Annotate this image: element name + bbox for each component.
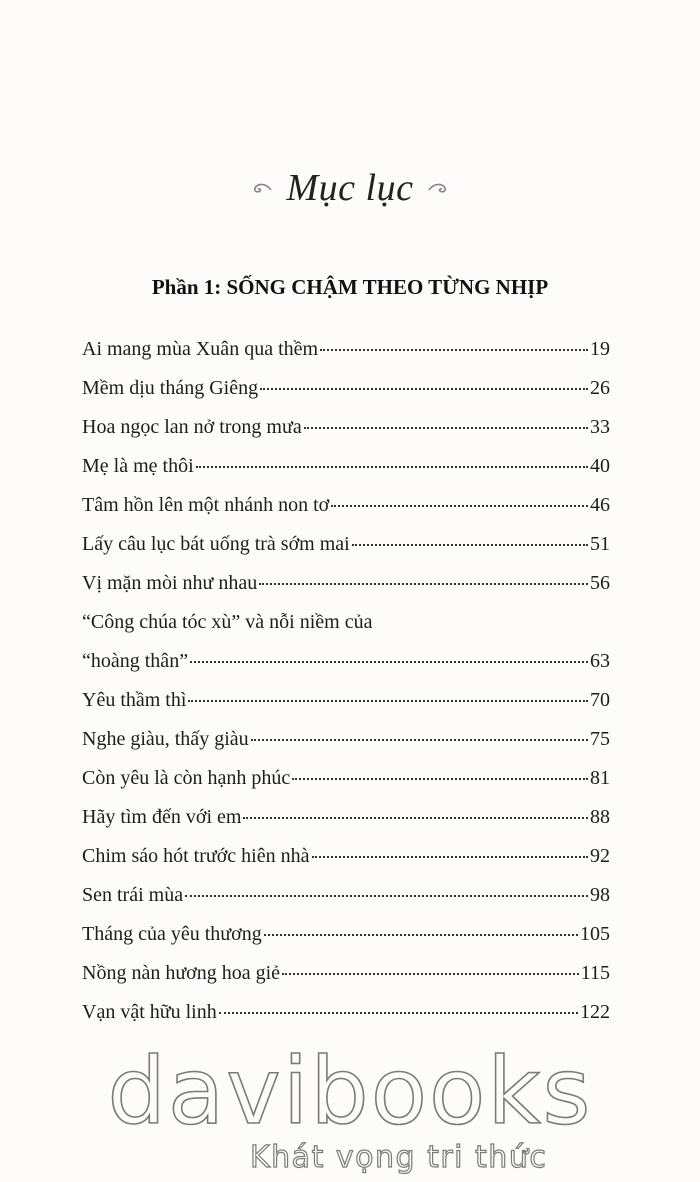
toc-entry [82,494,610,533]
watermark-brand: davibooks [107,1038,593,1145]
toc-entry-title: Vị mặn mòi như nhau [82,572,258,594]
toc-entry [82,962,610,1001]
toc-entry-page: 75 [590,728,610,750]
toc-entry [82,1001,610,1040]
toc-entry-page: 33 [590,416,610,438]
toc-entry-title: Mềm dịu tháng Giêng [82,377,259,399]
toc-entry [82,845,610,884]
toc-entry [82,611,610,650]
dot-leader [196,465,588,468]
left-ornament-icon [251,181,273,195]
toc-entry-page: 26 [590,377,610,399]
toc-entry-title: Hãy tìm đến với em [82,806,242,828]
dot-leader [352,543,588,546]
toc-entry [82,455,610,494]
table-of-contents [82,338,610,1040]
toc-entry-page: 105 [580,923,610,945]
toc-entry-title: Tâm hồn lên một nhánh non tơ [82,494,330,516]
toc-entry [82,806,610,845]
dot-leader [292,777,588,780]
dot-leader [251,738,588,741]
dot-leader [185,894,588,897]
toc-entry-title: Nghe giàu, thấy giàu [82,728,249,750]
toc-entry-page: 56 [590,572,610,594]
toc-entry-page: 40 [590,455,610,477]
toc-entry-page: 98 [590,884,610,906]
toc-entry-page: 19 [590,338,610,360]
dot-leader [243,816,588,819]
dot-leader [304,426,588,429]
dot-leader [260,387,588,390]
toc-entry [82,650,610,689]
toc-entry-title: Tháng của yêu thương [82,923,262,945]
toc-entry-title: “Công chúa tóc xù” và nỗi niềm của [82,611,373,633]
dot-leader [264,933,578,936]
dot-leader [259,582,588,585]
toc-entry [82,338,610,377]
right-ornament-icon [427,181,449,195]
toc-entry-page: 92 [590,845,610,867]
page-title: Mục lục [286,167,414,209]
toc-entry-page: 51 [590,533,610,555]
dot-leader [188,699,588,702]
toc-entry [82,377,610,416]
toc-entry-page: 81 [590,767,610,789]
toc-entry-page: 115 [580,962,610,984]
dot-leader [320,348,588,351]
toc-entry-page: 46 [590,494,610,516]
dot-leader [312,855,589,858]
section-heading: Phần 1: SỐNG CHẬM THEO TỪNG NHỊP [151,275,549,299]
toc-entry-page: 63 [590,650,610,672]
toc-entry-page: 122 [580,1001,610,1023]
toc-entry-title: Nồng nàn hương hoa giẻ [82,962,281,984]
toc-entry-title: Ai mang mùa Xuân qua thềm [82,338,319,360]
toc-entry [82,884,610,923]
toc-entry [82,689,610,728]
toc-entry-title: “hoàng thân” [82,650,189,672]
toc-entry [82,923,610,962]
dot-leader [282,972,579,975]
toc-entry-title: Còn yêu là còn hạnh phúc [82,767,291,789]
toc-entry-title: Hoa ngọc lan nở trong mưa [82,416,302,438]
dot-leader [331,504,588,507]
toc-entry [82,728,610,767]
toc-entry [82,416,610,455]
toc-entry-title: Mẹ là mẹ thôi [82,455,194,477]
dot-leader [219,1011,578,1014]
dot-leader [190,660,588,663]
toc-entry [82,572,610,611]
toc-entry-title: Lấy câu lục bát uống trà sớm mai [82,533,350,555]
toc-entry-title: Vạn vật hữu linh [82,1001,217,1023]
toc-entry-page: 88 [590,806,610,828]
toc-entry-title: Yêu thầm thì [82,689,187,711]
toc-entry [82,767,610,806]
toc-entry-title: Sen trái mùa [82,884,184,906]
toc-entry-title: Chim sáo hót trước hiên nhà [82,845,310,867]
toc-entry [82,533,610,572]
page-title-block [0,166,700,210]
toc-entry-page: 70 [590,689,610,711]
watermark-tagline: Khát vọng tri thức [250,1140,548,1175]
